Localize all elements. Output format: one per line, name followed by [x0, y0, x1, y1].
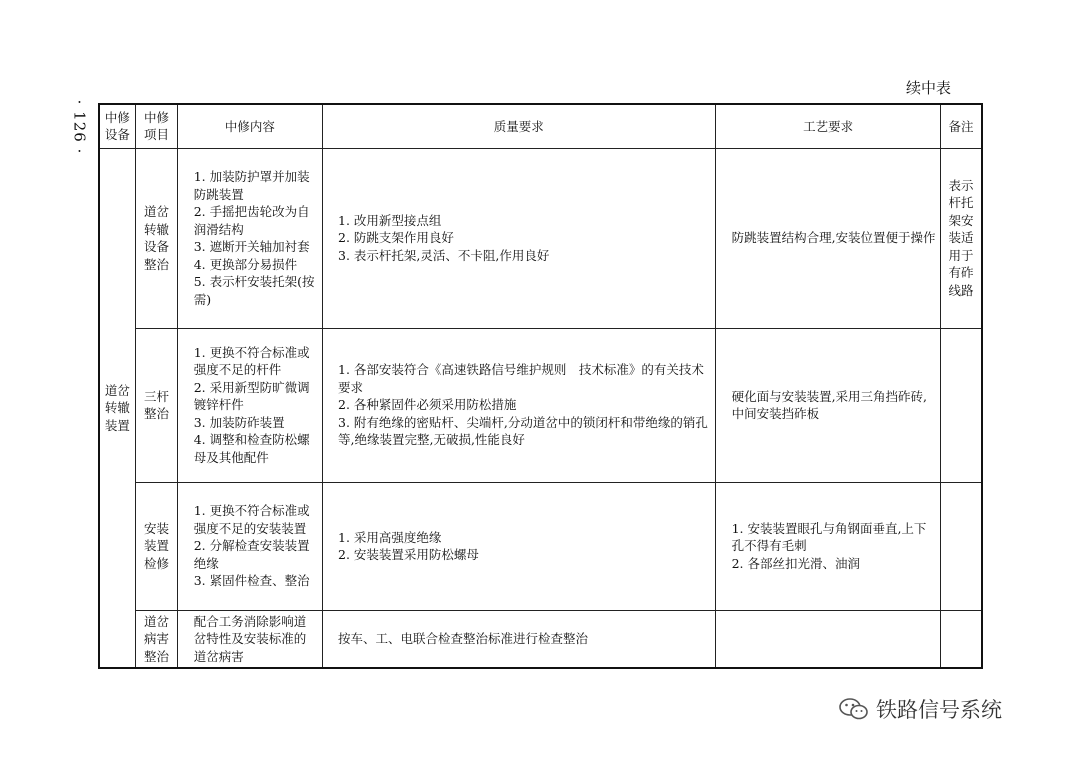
remark-cell	[941, 610, 982, 668]
remark-cell	[941, 482, 982, 610]
content-line: 3. 加装防砟装置	[193, 414, 285, 430]
content-line: 2. 采用新型防旷微调镀锌杆件	[193, 379, 310, 413]
process-line: 硬化面与安装装置,采用三角挡砟砖,中间安装挡砟板	[731, 388, 928, 421]
process-cell	[716, 148, 941, 328]
content-cell	[178, 610, 322, 668]
header-equipment: 中修设备	[99, 104, 135, 148]
remark-cell: 表示杆托架安装适用于有砟线路	[941, 148, 982, 328]
quality-line: 2. 防跳支架作用良好	[338, 230, 454, 246]
quality-cell	[322, 482, 716, 610]
quality-cell	[322, 610, 716, 668]
quality-line: 1. 各部安装符合《高速铁路信号维护规则 技术标准》的有关技术要求	[338, 362, 704, 395]
quality-line: 1. 改用新型接点组	[338, 212, 442, 228]
content-cell	[178, 328, 322, 482]
process-line: 1. 安装装置眼孔与角钢面垂直,上下孔不得有毛刺	[731, 520, 927, 554]
content-line: 2. 手摇把齿轮改为自润滑结构	[193, 204, 310, 237]
content-line: 4. 更换部分易损件	[193, 256, 298, 272]
maintenance-table	[98, 103, 983, 669]
content-line: 3. 紧固件检查、整治	[193, 573, 310, 589]
header-content: 中修内容	[178, 104, 322, 148]
quality-line: 2. 安装装置采用防松螺母	[338, 547, 479, 562]
wechat-icon	[838, 696, 870, 722]
header-quality: 质量要求	[322, 104, 716, 148]
item-cell: 安装装置检修	[135, 482, 177, 610]
process-line: 防跳装置结构合理,安装位置便于操作	[731, 230, 936, 246]
content-line: 1. 更换不符合标准或强度不足的安装装置	[193, 503, 310, 536]
process-line: 2. 各部丝扣光滑、油润	[731, 555, 860, 571]
header-process: 工艺要求	[716, 104, 941, 148]
quality-line: 按车、工、电联合检查整治标准进行检查整治	[338, 631, 589, 646]
quality-line: 3. 表示杆托架,灵活、不卡阻,作用良好	[338, 247, 550, 263]
header-row	[99, 104, 982, 148]
process-cell	[716, 610, 941, 668]
content-line: 1. 更换不符合标准或强度不足的杆件	[193, 344, 310, 378]
process-cell	[716, 328, 941, 482]
header-remark: 备注	[941, 104, 982, 148]
table-row	[99, 482, 982, 610]
process-cell	[716, 482, 941, 610]
content-line: 1. 加装防护罩并加装防跳装置	[193, 169, 310, 202]
item-cell: 道岔病害整治	[135, 610, 177, 668]
table-row	[99, 328, 982, 482]
table-row	[99, 148, 982, 328]
content-line: 5. 表示杆安装托架(按需)	[193, 274, 315, 307]
watermark-text: 铁路信号系统	[876, 698, 1002, 722]
quality-cell	[322, 148, 716, 328]
content-line: 配合工务消除影响道岔特性及安装标准的道岔病害	[193, 613, 307, 664]
quality-line: 3. 附有绝缘的密贴杆、尖端杆,分动道岔中的锁闭杆和带绝缘的销孔等,绝缘装置完整,无破损,性能良好	[338, 414, 708, 448]
content-line: 3. 遮断开关轴加衬套	[193, 239, 310, 254]
content-cell	[178, 148, 322, 328]
quality-line: 2. 各种紧固件必须采用防松措施	[338, 397, 517, 413]
remark-cell	[941, 328, 982, 482]
quality-line: 1. 采用高强度绝缘	[338, 529, 442, 545]
item-cell: 三杆整治	[135, 328, 177, 482]
equipment-cell: 道岔转辙装置	[99, 148, 135, 668]
table-row	[99, 610, 982, 668]
watermark	[838, 694, 1002, 724]
content-cell	[178, 482, 322, 610]
quality-cell	[322, 328, 716, 482]
page-number: · 126 ·	[70, 99, 89, 155]
content-line: 2. 分解检查安装装置绝缘	[193, 538, 310, 571]
content-line: 4. 调整和检查防松螺母及其他配件	[193, 432, 310, 465]
continuation-label: 续中表	[906, 79, 952, 97]
item-cell: 道岔转辙设备整治	[135, 148, 177, 328]
header-item: 中修项目	[135, 104, 177, 148]
